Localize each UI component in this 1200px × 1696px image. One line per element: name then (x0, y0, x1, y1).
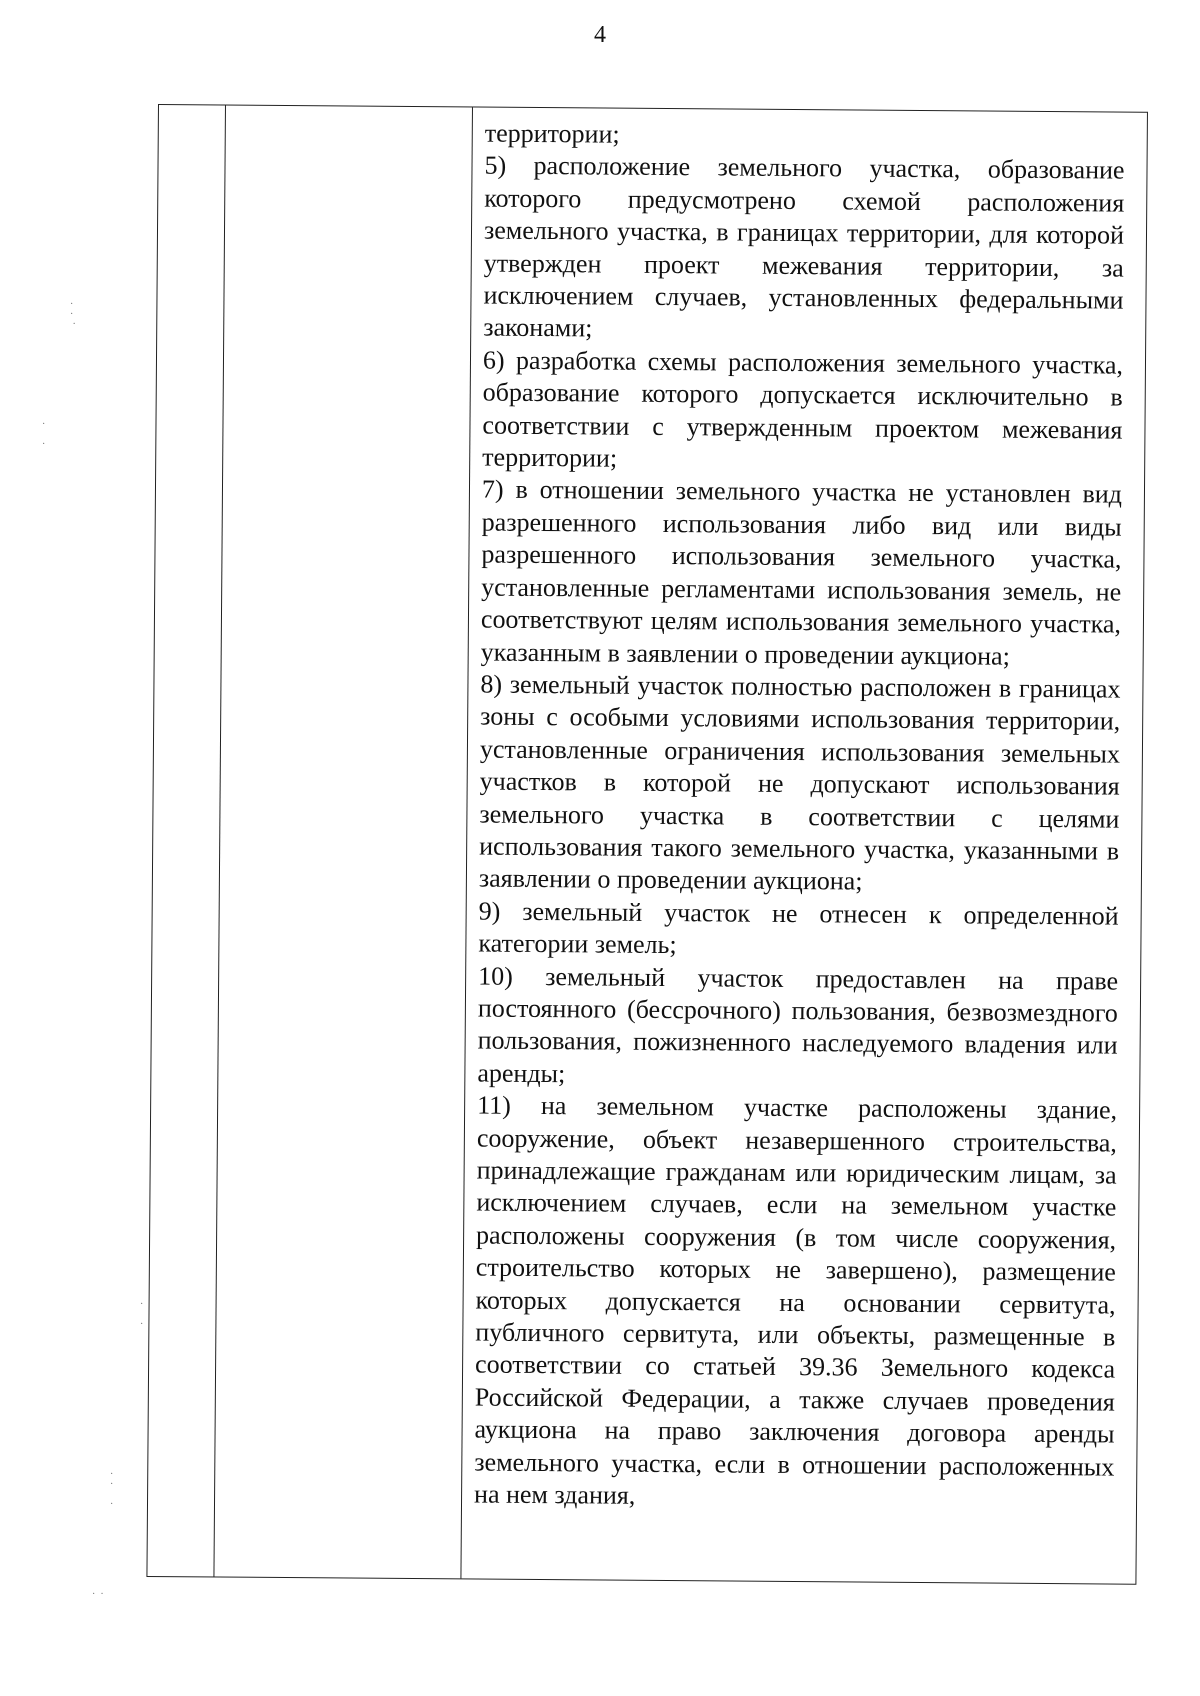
paragraph: 7) в отношении земельного участка не установлен вид разрешенного использования либо вид или виды разрешенного использования земельного участка, установленные регламентами использования земель, не соответствуют целям использования земельного участка, указанным в заявлении о проведении аукциона; (480, 475, 1123, 671)
paragraph: 11) на земельном участке расположены здание, сооружение, объект незавершенного строительства, принадлежащие гражданам или юридическим лицам, за исключением случаев, если на земельном участке расположены сооружения (в том числе сооружения, строительство которых не завершено), размещение которых допускается на основании сервитута, публичного сервитута, или объекты, размещенные в соответствии со статьей 39.36 Земельного кодекса Российской Федерации, а также случаев проведения аукциона на право заключения договора аренды земельного участка, если в отношении расположенных на нем здания, (473, 1090, 1118, 1510)
page-number: 4 (594, 22, 606, 48)
column-divider-2 (460, 107, 473, 1578)
scan-speckle: · · · (70, 299, 76, 330)
scan-speckle: · · (42, 419, 46, 450)
scan-speckle: · · (140, 1299, 144, 1330)
paragraph: 5) расположение земельного участка, образование которого предусмотрено схемой расположения земельного участка, в границах территории, для которой утвержден проект межевания территории, за исключением случаев, установленных федеральными законами; (483, 150, 1125, 343)
paragraph: 8) земельный участок полностью расположен в границах зоны с особыми условиями использования территории, установленные ограничения использования земельных участков в которой не допускают использования земельного участка в соответствии с целями использования такого земельного участка, указанными в заявлении о проведении аукциона; (478, 669, 1121, 896)
column-divider-1 (213, 106, 226, 1577)
table-cell-text (474, 118, 1125, 1516)
scan-speckle: · · · (110, 1469, 114, 1510)
paragraph: 9) земельный участок не отнесен к определенной категории земель; (478, 896, 1119, 960)
paragraph: территории; (484, 118, 620, 149)
paragraph: 10) земельный участок предоставлен на праве постоянного (бессрочного) пользования, безвозмездного пользования, пожизненного наследуемого владения или аренды; (477, 961, 1119, 1089)
scan-speckle: · · (92, 1589, 104, 1600)
paragraph: 6) разработка схемы расположения земельного участка, образование которого допускается исключительно в соответствии с утвержденным проектом межевания территории; (482, 345, 1124, 473)
table (146, 104, 1148, 1585)
